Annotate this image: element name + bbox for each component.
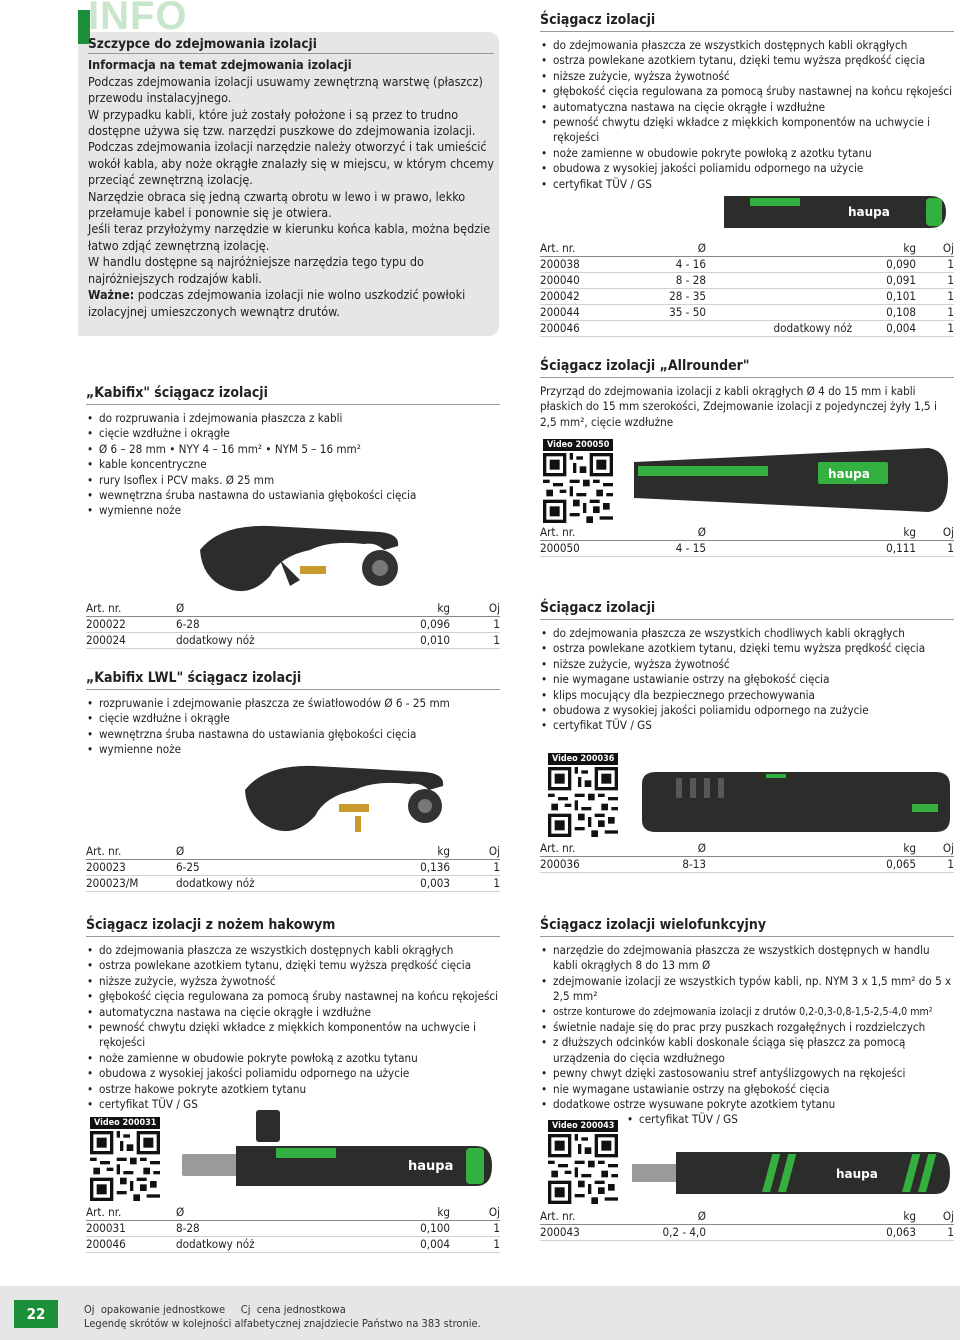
- product-title: „Kabifix LWL" ściągacz izolacji: [86, 670, 500, 690]
- brand-logo: haupa: [828, 467, 870, 481]
- stripper-1-table-wrap: [540, 240, 954, 337]
- info-badge: INFO: [88, 0, 188, 38]
- multifunction-tool-image: [626, 1140, 954, 1206]
- col-oj: Oj: [450, 1204, 500, 1220]
- cell-dia: 6-25: [176, 859, 261, 875]
- kabifix-lwl-table-wrap: [86, 843, 500, 892]
- legend-line-1: Oj opakowanie jednostkowe Cj cena jednostkowa: [84, 1303, 346, 1316]
- cell-dia: 8-28: [176, 1220, 261, 1236]
- cell-oj: 1: [916, 304, 954, 320]
- cell-oj: 1: [916, 320, 954, 336]
- cell-kg: 0,004: [886, 321, 916, 335]
- feature-item: • zdejmowanie izolacji ze wszystkich typów kabli, np. NYM 3 x 1,5 mm² do 5 x 2,5 mm²: [540, 974, 954, 1005]
- cell-art: 200040: [540, 272, 630, 288]
- feature-item: • noże zamienne w obudowie pokryte powłoką z azotku tytanu: [540, 146, 954, 161]
- feature-list: [540, 38, 954, 192]
- feature-item: • kable koncentryczne: [86, 457, 500, 472]
- table-row: [86, 859, 500, 875]
- table-row: [540, 256, 954, 272]
- info-important: [88, 287, 494, 320]
- col-oj: Oj: [450, 600, 500, 616]
- table-row: [86, 616, 500, 632]
- feature-list: [86, 411, 500, 519]
- product-title: Ściągacz izolacji „Allrounder": [540, 358, 954, 378]
- product-title: Ściągacz izolacji: [540, 600, 954, 620]
- cell-dia: dodatkowy nóż: [176, 1236, 261, 1252]
- info-paragraph: Narzędzie obraca się jedną czwartą obrotu w lewo i w prawo, lekko przełamuje kabel i ponownie się je otwiera.: [88, 188, 466, 221]
- allrounder-tool-image: [628, 440, 954, 520]
- table-header: [86, 843, 500, 859]
- feature-item: • certyfikat TÜV / GS: [540, 718, 954, 733]
- hook-knife-tool-image: [176, 1106, 496, 1200]
- product-title: Ściągacz izolacji: [540, 12, 954, 32]
- info-paragraph: W przypadku kabli, które już zostały położone i są przez to trudno dostępne używa się tzw. narzędzi puszkowe do zdejmowania izolacji.: [88, 106, 476, 139]
- spec-table: [86, 600, 500, 649]
- table-row: [86, 632, 500, 648]
- feature-item: • do zdejmowania płaszcza ze wszystkich dostępnych kabli okrągłych: [540, 38, 954, 53]
- feature-item: • z dłuższych odcinków kabli doskonale ściąga się płaszcz za pomocą urządzenia do cięcia wzdłużnego: [540, 1035, 954, 1066]
- cell-oj: 1: [450, 632, 500, 648]
- feature-item: • certyfikat TÜV / GS: [86, 1097, 500, 1112]
- feature-item: • narzędzie do zdejmowania płaszcza ze wszystkich dostępnych w handlu kabli okrągłych 8 do 13 mm Ø: [540, 943, 954, 974]
- feature-list: [540, 943, 954, 1112]
- table-row: [540, 288, 954, 304]
- feature-item: • Ø 6 – 28 mm • NYY 4 – 16 mm² • NYM 5 – 16 mm²: [86, 442, 500, 457]
- feature-item: • ostrza powlekane azotkiem tytanu, dzięki temu wyższa prędkość cięcia: [86, 958, 500, 973]
- feature-item: • automatyczna nastawa na cięcie okrągłe i wzdłużne: [540, 100, 954, 115]
- feature-item: • rury Isoflex i PCV maks. Ø 25 mm: [86, 473, 500, 488]
- cell-oj: 1: [916, 256, 954, 272]
- product-title: Ściągacz izolacji wielofunkcyjny: [540, 917, 954, 937]
- cell-dia: 8-13: [630, 856, 710, 872]
- hook-table-wrap: [86, 1204, 500, 1253]
- feature-item: • certyfikat TÜV / GS: [626, 1112, 826, 1127]
- video-label: Video 200036: [548, 753, 618, 765]
- col-dia: Ø: [630, 524, 710, 540]
- spec-table: [540, 840, 954, 873]
- feature-item: • niższe zużycie, wyższa żywotność: [540, 69, 954, 84]
- video-qr-block[interactable]: [543, 436, 617, 526]
- cell-kg: 0,096: [261, 616, 450, 632]
- col-art: Art. nr.: [540, 840, 630, 856]
- col-oj: Oj: [916, 840, 954, 856]
- cell-kg: 0,108: [710, 304, 916, 320]
- cell-kg: 0,010: [261, 632, 450, 648]
- cell-art: 200042: [540, 288, 630, 304]
- feature-list: [86, 943, 500, 1112]
- stripper-2-tool-image: [636, 764, 954, 840]
- feature-item: • wewnętrzna śruba nastawna do ustawiania głębokości cięcia: [86, 488, 500, 503]
- cell-kg: 0,100: [261, 1220, 450, 1236]
- feature-item: • wymienne noże: [86, 742, 500, 757]
- feature-list: [540, 626, 954, 734]
- cell-art: 200031: [86, 1220, 176, 1236]
- feature-item: • głębokość cięcia regulowana za pomocą śruby nastawnej na końcu rękojeści: [86, 989, 500, 1004]
- col-art: Art. nr.: [540, 524, 630, 540]
- legend-line-2: Legendę skrótów w kolejności alfabetycznej znajdziecie Państwo na 383 stronie.: [84, 1317, 481, 1330]
- cell-oj: 1: [916, 856, 954, 872]
- cell-dia: 28 - 35: [630, 288, 710, 304]
- cell-art: 200023/M: [86, 875, 176, 891]
- feature-item: • rozpruwanie i zdejmowanie płaszcza ze światłowodów Ø 6 - 25 mm: [86, 696, 500, 711]
- cell-art: 200024: [86, 632, 176, 648]
- cell-dia: 8 - 28: [630, 272, 710, 288]
- table-row: [540, 540, 954, 556]
- cell-kg: 0,004: [261, 1236, 450, 1252]
- cell-kg: 0,111: [710, 540, 916, 556]
- cell-kg: 0,091: [710, 272, 916, 288]
- feature-list: [86, 696, 500, 758]
- info-paragraph: Podczas zdejmowania izolacji usuwamy zewnętrzną warstwę (płaszcz) przewodu instalacyjnego.: [88, 73, 483, 106]
- cell-art: 200023: [86, 859, 176, 875]
- cell-oj: 1: [450, 616, 500, 632]
- cell-dia: 35 - 50: [630, 304, 710, 320]
- cell-dia-kg: [630, 320, 916, 336]
- feature-item: • pewność chwytu dzięki wkładce z miękkich komponentów na uchwycie i rękojeści: [86, 1020, 500, 1051]
- feature-item: • pewność chwytu dzięki wkładce z miękkich komponentów na uchwycie i rękojeści: [540, 115, 954, 146]
- cell-oj: 1: [916, 288, 954, 304]
- feature-item: • ostrze konturowe do zdejmowania izolacji z drutów 0,2-0,3-0,8-1,5-2,5-4,0 mm²: [540, 1005, 954, 1020]
- brand-logo: haupa: [408, 1159, 454, 1174]
- info-title: Szczypce do zdejmowania izolacji: [88, 36, 494, 54]
- feature-item: • noże zamienne w obudowie pokryte powłoką z azotku tytanu: [86, 1051, 500, 1066]
- cell-oj: 1: [450, 859, 500, 875]
- col-kg: kg: [261, 1204, 450, 1220]
- col-art: Art. nr.: [540, 240, 630, 256]
- product-title: „Kabifix" ściągacz izolacji: [86, 385, 500, 405]
- col-dia: Ø: [630, 840, 710, 856]
- feature-item: • obudowa z wysokiej jakości poliamidu odpornego na użycie: [86, 1066, 500, 1081]
- feature-item: • do zdejmowania płaszcza ze wszystkich dostępnych kabli okrągłych: [86, 943, 500, 958]
- video-qr-block[interactable]: [90, 1114, 164, 1204]
- cell-dia: 0,2 - 4,0: [630, 1224, 710, 1240]
- cell-art: 200046: [86, 1236, 176, 1252]
- spec-table: [86, 843, 500, 892]
- brand-logo: haupa: [836, 1167, 878, 1181]
- feature-item: • ostrza powlekane azotkiem tytanu, dzięki temu wyższa prędkość cięcia: [540, 641, 954, 656]
- cell-oj: 1: [916, 272, 954, 288]
- cell-dia: 6-28: [176, 616, 261, 632]
- col-oj: Oj: [916, 1208, 954, 1224]
- product-title: Ściągacz izolacji z nożem hakowym: [86, 917, 500, 937]
- cell-dia: 4 - 16: [630, 256, 710, 272]
- col-kg: kg: [261, 600, 450, 616]
- info-subtitle: Informacja na temat zdejmowania izolacji: [88, 57, 352, 73]
- table-header: [540, 1208, 954, 1224]
- video-label: Video 200050: [543, 439, 613, 451]
- qr-code-icon[interactable]: [548, 1134, 618, 1204]
- spec-table: [540, 1208, 954, 1241]
- feature-item: • niższe zużycie, wyższa żywotność: [86, 974, 500, 989]
- col-kg: kg: [261, 843, 450, 859]
- cell-oj: 1: [450, 875, 500, 891]
- feature-list-tail: [626, 1112, 826, 1127]
- product-description: Przyrząd do zdejmowania izolacji z kabli okrągłych Ø 4 do 15 mm i kabli płaskich do 15 mm szerokości, Zdejmowanie izolacji z pojedynczej żyły 1,5 i 2,5 mm², cięcie wzdłużne: [540, 384, 937, 429]
- kabifix-table-wrap: [86, 600, 500, 649]
- cell-kg: 0,003: [261, 875, 450, 891]
- cell-kg: 0,063: [710, 1224, 916, 1240]
- feature-item: • ostrze hakowe pokryte azotkiem tytanu: [86, 1082, 500, 1097]
- cell-art: 200022: [86, 616, 176, 632]
- col-kg: kg: [710, 524, 916, 540]
- section-allrounder: [540, 358, 954, 430]
- col-kg: kg: [710, 240, 916, 256]
- important-label: Ważne:: [88, 287, 135, 303]
- table-row: [540, 320, 954, 336]
- cell-kg: 0,090: [710, 256, 916, 272]
- cell-oj: 1: [916, 1224, 954, 1240]
- feature-item: • głębokość cięcia regulowana za pomocą śruby nastawnej na końcu rękojeści: [540, 84, 954, 99]
- info-content: [88, 36, 494, 320]
- qr-code-icon[interactable]: [90, 1131, 160, 1201]
- kabifix-tool-image: [180, 520, 430, 602]
- cell-art: 200038: [540, 256, 630, 272]
- table-header: [86, 600, 500, 616]
- cell-oj: 1: [450, 1220, 500, 1236]
- video-label: Video 200043: [548, 1120, 618, 1132]
- section-hook-knife: [86, 917, 500, 1112]
- col-oj: Oj: [916, 240, 954, 256]
- col-art: Art. nr.: [86, 600, 176, 616]
- feature-item: • niższe zużycie, wyższa żywotność: [540, 657, 954, 672]
- table-header: [540, 840, 954, 856]
- cell-art: 200036: [540, 856, 630, 872]
- section-stripper-1: [540, 12, 954, 192]
- video-qr-block[interactable]: [548, 1117, 622, 1207]
- table-row: [540, 856, 954, 872]
- col-dia: Ø: [630, 1208, 710, 1224]
- col-kg: kg: [710, 1208, 916, 1224]
- feature-item: • świetnie nadaje się do prac przy puszkach rozgałęźnych i rozdzielczych: [540, 1020, 954, 1035]
- feature-item: • do zdejmowania płaszcza ze wszystkich chodliwych kabli okrągłych: [540, 626, 954, 641]
- section-kabifix-lwl: [86, 670, 500, 758]
- feature-item: • obudowa z wysokiej jakości poliamidu odpornego na użycie: [540, 161, 954, 176]
- footer-legend: [84, 1303, 481, 1331]
- cell-dia: dodatkowy nóż: [176, 632, 261, 648]
- allrounder-table-wrap: [540, 524, 954, 557]
- col-dia: Ø: [176, 1204, 261, 1220]
- cell-art: 200050: [540, 540, 630, 556]
- col-art: Art. nr.: [86, 1204, 176, 1220]
- cell-dia: dodatkowy nóż: [176, 875, 261, 891]
- feature-item: • wymienne noże: [86, 503, 500, 518]
- col-dia: Ø: [176, 600, 261, 616]
- info-paragraph: Podczas zdejmowania izolacji narzędzie należy otworzyć i tak umieścić wokół kabla, aby noże okrągłe znalazły się w miejscu, w którym chcemy przeciąć zewnętrzną izolację.: [88, 139, 494, 188]
- cell-oj: 1: [450, 1236, 500, 1252]
- col-dia: Ø: [176, 843, 261, 859]
- table-header: [86, 1204, 500, 1220]
- cell-dia: 4 - 15: [630, 540, 710, 556]
- feature-item: • cięcie wzdłużne i okrągłe: [86, 426, 500, 441]
- multifunction-table-wrap: [540, 1208, 954, 1241]
- spec-table: [540, 524, 954, 557]
- cell-art: 200046: [540, 320, 630, 336]
- feature-item: • dodatkowe ostrze wysuwane pokryte azotkiem tytanu: [540, 1097, 954, 1112]
- col-art: Art. nr.: [540, 1208, 630, 1224]
- qr-code-icon[interactable]: [543, 453, 613, 523]
- video-qr-block[interactable]: [548, 750, 622, 840]
- feature-item: • obudowa z wysokiej jakości poliamidu odpornego na zużycie: [540, 703, 954, 718]
- kabifix-lwl-tool-image: [225, 760, 475, 840]
- cell-art: 200044: [540, 304, 630, 320]
- important-text: podczas zdejmowania izolacji nie wolno uszkodzić powłoki izolacyjnej umieszczonych wewnątrz drutów.: [88, 287, 466, 319]
- spec-table: [86, 1204, 500, 1253]
- page-number: 22: [14, 1300, 58, 1328]
- cell-kg: 0,101: [710, 288, 916, 304]
- table-row: [86, 875, 500, 891]
- table-row: [86, 1220, 500, 1236]
- col-oj: Oj: [916, 524, 954, 540]
- cell-art: 200043: [540, 1224, 630, 1240]
- qr-code-icon[interactable]: [548, 767, 618, 837]
- feature-item: • automatyczna nastawa na cięcie okrągłe i wzdłużne: [86, 1005, 500, 1020]
- section-multifunction: [540, 917, 954, 1112]
- col-dia: Ø: [630, 240, 710, 256]
- col-oj: Oj: [450, 843, 500, 859]
- cell-oj: 1: [916, 540, 954, 556]
- table-row: [86, 1236, 500, 1252]
- feature-item: • ostrza powlekane azotkiem tytanu, dzięki temu wyższa prędkość cięcia: [540, 53, 954, 68]
- info-paragraph: Jeśli teraz przyłożymy narzędzie w kierunku końca kabla, można będzie łatwo zdjąć zewnętrzną izolację.: [88, 221, 491, 253]
- feature-item: • cięcie wzdłużne i okrągłe: [86, 711, 500, 726]
- section-kabifix: [86, 385, 500, 519]
- feature-item: • nie wymagane ustawianie ostrzy na głębokość cięcia: [540, 1082, 954, 1097]
- stripper-2-table-wrap: [540, 840, 954, 873]
- col-kg: kg: [710, 840, 916, 856]
- feature-item: • wewnętrzna śruba nastawna do ustawiania głębokości cięcia: [86, 727, 500, 742]
- table-row: [540, 304, 954, 320]
- feature-item: • klips mocujący dla bezpiecznego przechowywania: [540, 688, 954, 703]
- stripper-1-tool-image: [720, 190, 950, 234]
- table-header: [540, 524, 954, 540]
- table-row: [540, 272, 954, 288]
- section-stripper-2: [540, 600, 954, 734]
- col-art: Art. nr.: [86, 843, 176, 859]
- table-row: [540, 1224, 954, 1240]
- table-header: [540, 240, 954, 256]
- feature-item: • nie wymagane ustawianie ostrzy na głębokość cięcia: [540, 672, 954, 687]
- feature-item: • pewny chwyt dzięki zastosowaniu stref antyślizgowych na rękojeści: [540, 1066, 954, 1081]
- cell-kg: 0,065: [710, 856, 916, 872]
- spec-table: [540, 240, 954, 337]
- brand-logo: haupa: [848, 205, 890, 219]
- video-label: Video 200031: [90, 1117, 160, 1129]
- cell-dia: dodatkowy nóż: [773, 321, 853, 335]
- cell-kg: 0,136: [261, 859, 450, 875]
- feature-item: • certyfikat TÜV / GS: [540, 177, 954, 192]
- info-paragraph: W handlu dostępne są najróżniejsze narzędzia tego typu do najróżniejszych rodzajów kabli.: [88, 254, 424, 286]
- feature-item: • do rozpruwania i zdejmowania płaszcza z kabli: [86, 411, 500, 426]
